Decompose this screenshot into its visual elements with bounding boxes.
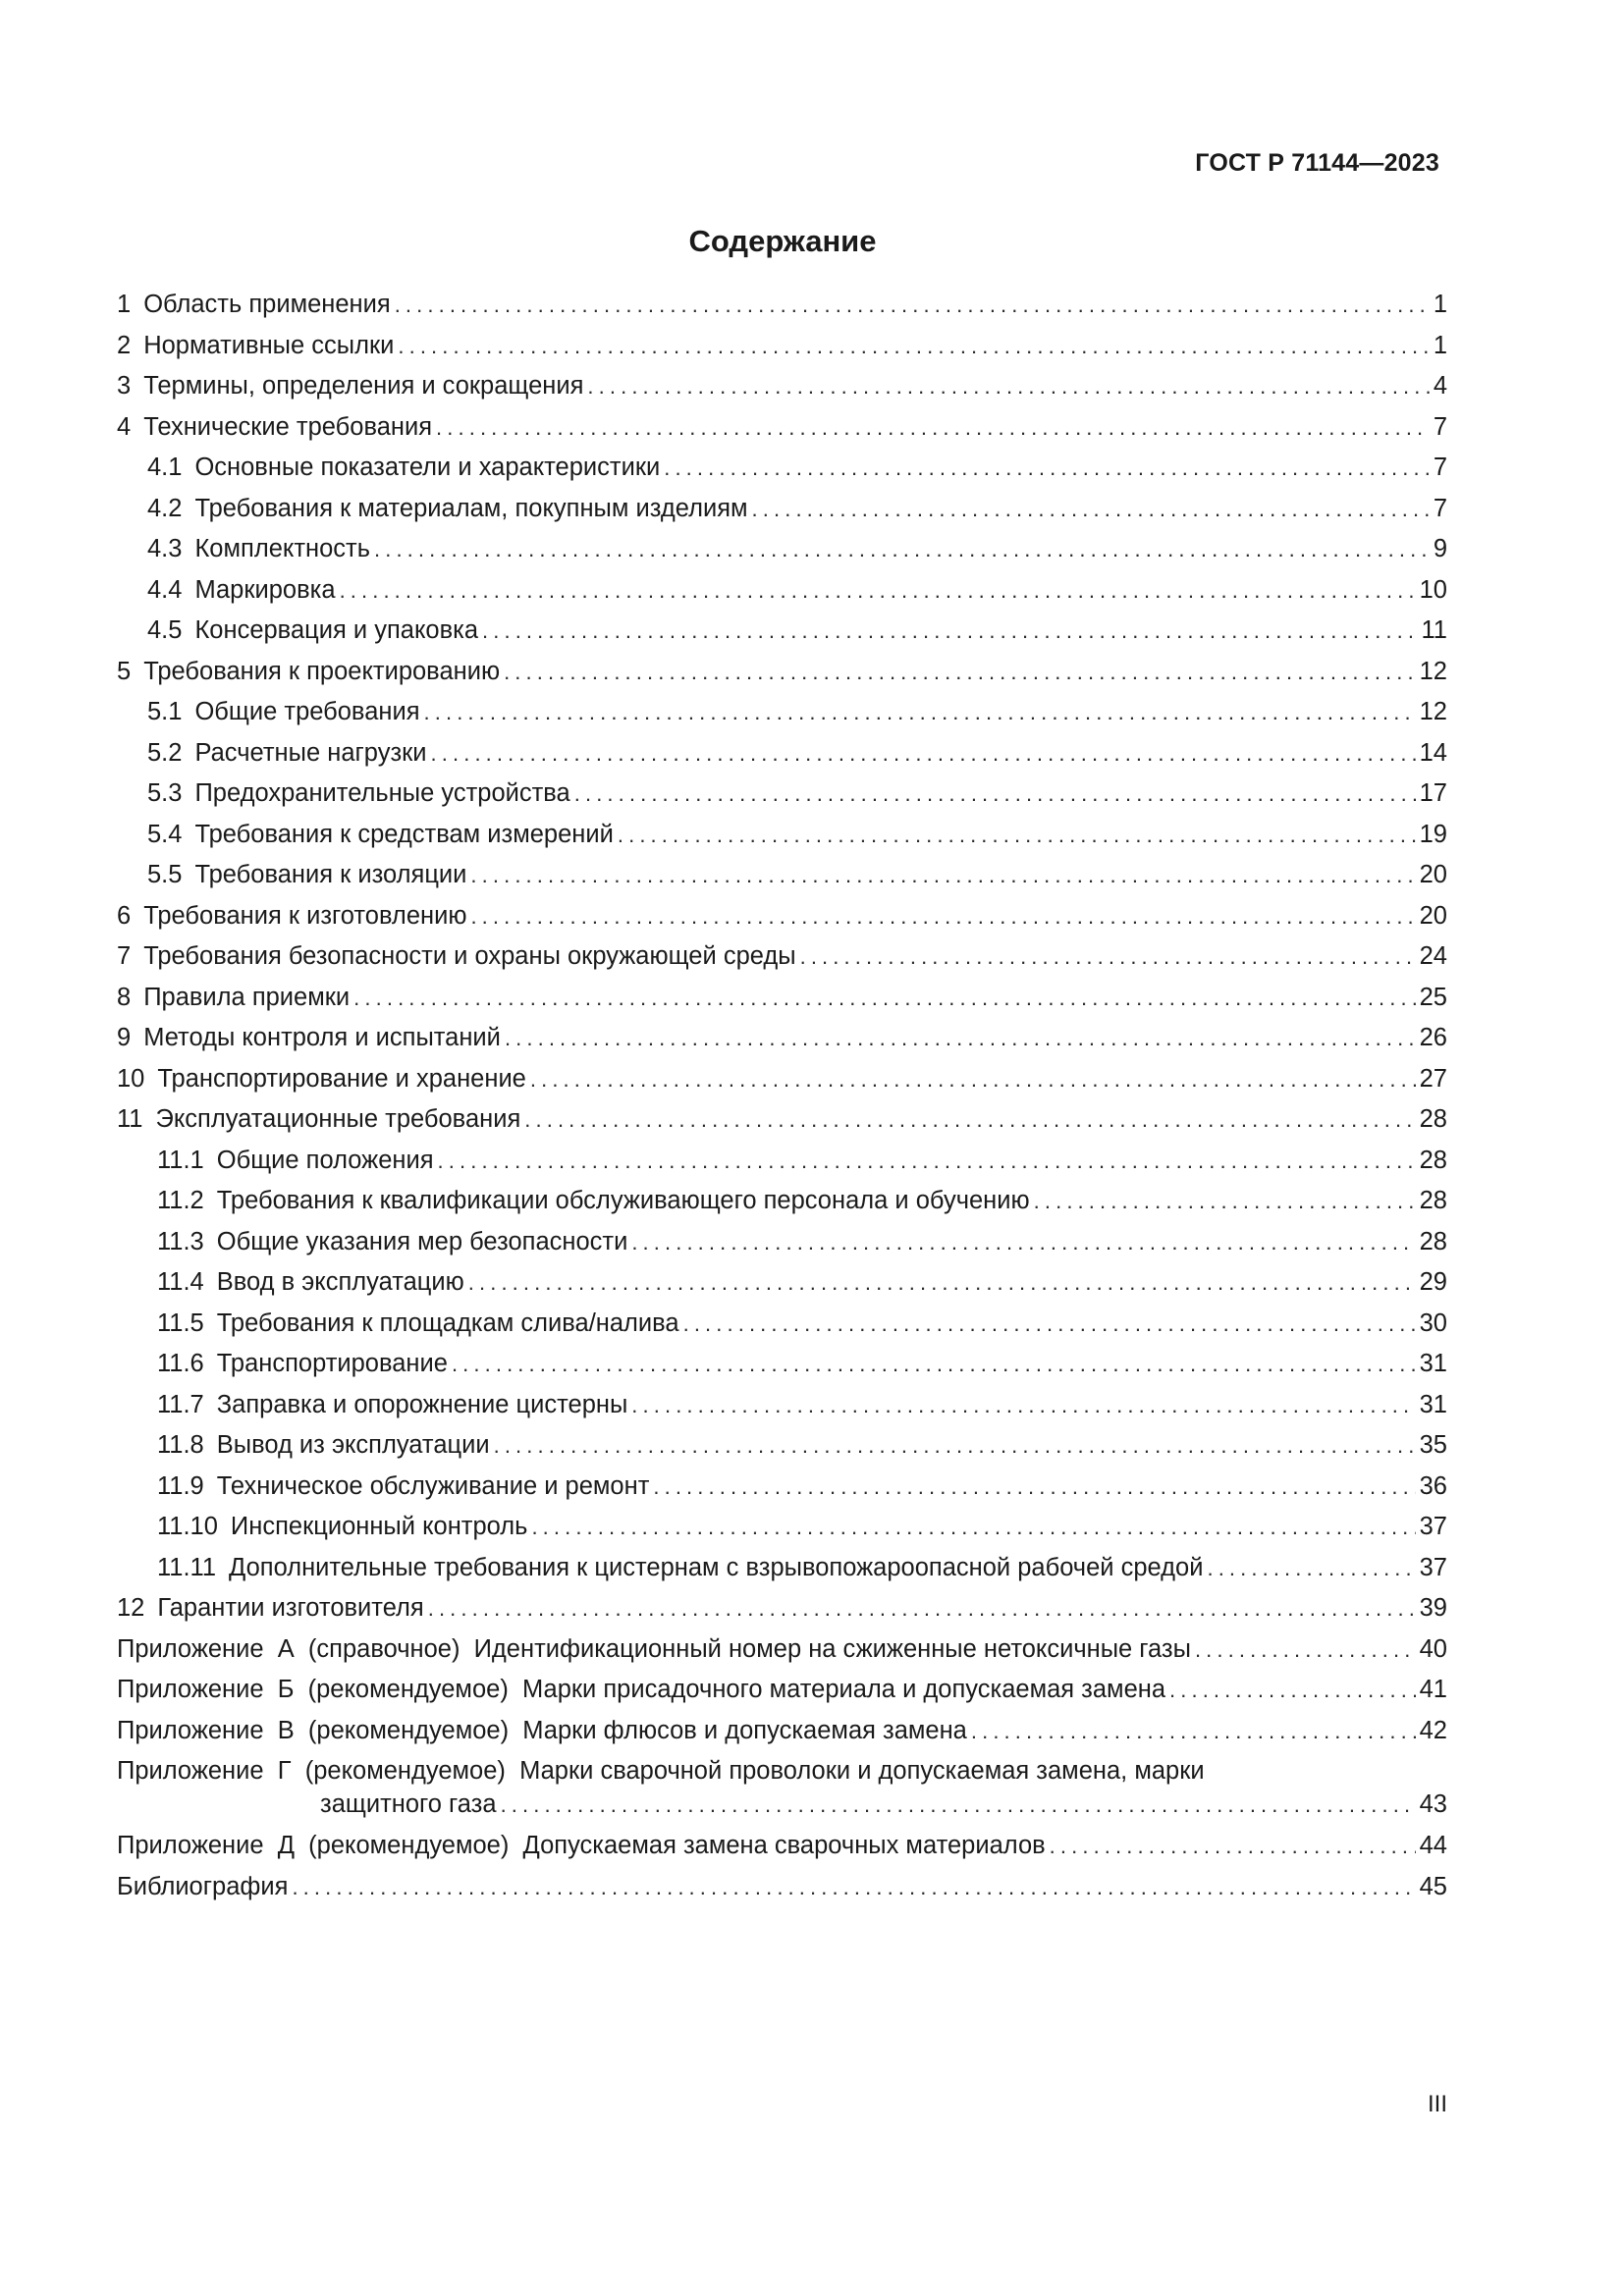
toc-entry[interactable] (117, 652, 1447, 693)
toc-entry-page: 7 (1433, 494, 1447, 522)
toc-appendix-page: 44 (1419, 1832, 1447, 1859)
dot-leader (428, 1588, 1416, 1629)
dot-leader (494, 1425, 1416, 1467)
dot-leader (1034, 1181, 1416, 1222)
toc-entry[interactable] (117, 1467, 1447, 1508)
toc-entry-title: Вывод из эксплуатации (216, 1431, 490, 1459)
toc-entry-page: 10 (1419, 575, 1447, 604)
toc-entry-title: Требования к проектированию (143, 657, 501, 685)
toc-appendix-entry[interactable] (117, 1826, 1447, 1867)
toc-entry-number: 5.2 (147, 738, 183, 767)
toc-entry[interactable] (117, 1425, 1447, 1467)
toc-entry-line (117, 652, 1447, 693)
toc-entry-title: Требования к изоляции (194, 861, 467, 888)
toc-entry-page: 28 (1419, 1105, 1447, 1133)
toc-appendix-page: 43 (1419, 1790, 1447, 1818)
toc-entry[interactable] (117, 570, 1447, 612)
toc-entry-title: Техническое обслуживание и ремонт (216, 1471, 650, 1500)
toc-entry-line (147, 529, 1447, 570)
toc-appendix-title-continuation: защитного газа (320, 1790, 497, 1818)
dot-leader (524, 1099, 1415, 1141)
toc-entry-number: 11.9 (157, 1471, 204, 1500)
toc-entry[interactable] (117, 1344, 1447, 1385)
toc-entry-line (117, 1018, 1447, 1059)
toc-entry-page: 35 (1419, 1431, 1447, 1459)
toc-appendix-title: Приложение Г (рекомендуемое) Марки сварочной проволоки и допускаемая замена, марки (117, 1757, 1205, 1785)
page-title: Содержание (688, 224, 877, 258)
dot-leader (436, 407, 1430, 449)
toc-entry-title: Расчетные нагрузки (194, 738, 427, 767)
toc-entry-number: 1 (117, 291, 132, 318)
toc-entry[interactable] (117, 692, 1447, 733)
toc-entry-number: 5.5 (147, 861, 183, 888)
toc-entry[interactable] (117, 774, 1447, 815)
toc-entry-page: 12 (1419, 657, 1447, 685)
toc-entry-number: 11.4 (157, 1268, 204, 1296)
toc-entry-title: Транспортирование (216, 1350, 448, 1377)
toc-entry-number: 3 (117, 372, 132, 400)
toc-entry-page: 24 (1419, 942, 1447, 970)
toc-entry-line (157, 1222, 1447, 1263)
toc-entry-page: 27 (1419, 1064, 1447, 1093)
toc-entry-line (117, 1588, 1447, 1629)
toc-entry-number: 7 (117, 942, 132, 970)
toc-entry[interactable] (117, 733, 1447, 774)
dot-leader (683, 1304, 1416, 1345)
toc-entry-number: 12 (117, 1594, 145, 1622)
toc-entry-title: Транспортирование и хранение (157, 1064, 526, 1093)
toc-entry-title: Предохранительные устройства (194, 779, 570, 807)
dot-leader (505, 1018, 1416, 1059)
dot-leader (752, 489, 1430, 530)
toc-entry-title: Требования к площадкам слива/налива (216, 1308, 679, 1337)
toc-entry[interactable] (117, 285, 1447, 326)
toc-entry-page: 31 (1419, 1350, 1447, 1377)
toc-entry[interactable] (117, 1507, 1447, 1548)
toc-entry-line (157, 1548, 1447, 1589)
dot-leader (631, 1385, 1415, 1426)
toc-entry-title: Методы контроля и испытаний (143, 1024, 501, 1051)
page-number: III (1427, 2091, 1447, 2117)
toc-entry[interactable] (117, 936, 1447, 978)
toc-entry-page: 20 (1419, 901, 1447, 930)
dot-leader (1169, 1670, 1416, 1711)
toc-entry-number: 4.5 (147, 616, 183, 644)
dot-leader (664, 448, 1430, 489)
toc-entry[interactable] (117, 1548, 1447, 1589)
toc-entry-number: 8 (117, 983, 132, 1011)
toc-entry-line (117, 285, 1447, 326)
toc-entry-number: 5.4 (147, 820, 183, 848)
toc-entry-line (147, 733, 1447, 774)
dot-leader (530, 1059, 1416, 1100)
dot-leader (424, 692, 1416, 733)
dot-leader (1050, 1826, 1416, 1867)
toc-entry-line (147, 774, 1447, 815)
dot-leader (1207, 1548, 1415, 1589)
toc-appendix-line (117, 1867, 1447, 1908)
toc-entry[interactable] (117, 1385, 1447, 1426)
toc-entry[interactable] (117, 1222, 1447, 1263)
dot-leader (468, 1262, 1416, 1304)
toc-entry-title: Требования к квалификации обслуживающего персонала и обучению (216, 1187, 1030, 1214)
toc-entry[interactable] (117, 1018, 1447, 1059)
toc-entry-line (147, 489, 1447, 530)
toc-entry-number: 4.1 (147, 454, 183, 481)
toc-appendices-list (117, 1629, 1447, 1908)
toc-entry-page: 14 (1419, 738, 1447, 767)
toc-entry-line (147, 692, 1447, 733)
toc-entry-title: Консервация и упаковка (194, 616, 479, 644)
toc-entry[interactable] (117, 407, 1447, 449)
toc-entry-title: Технические требования (143, 412, 433, 441)
toc-entry[interactable] (117, 1141, 1447, 1182)
toc-entry-line (157, 1181, 1447, 1222)
toc-appendix-entry[interactable] (117, 1867, 1447, 1908)
toc-entry-title: Комплектность (194, 535, 370, 562)
toc-entry-line (147, 448, 1447, 489)
toc-entry[interactable] (117, 1588, 1447, 1629)
toc-entry-title: Общие положения (216, 1146, 434, 1174)
toc-entry-page: 12 (1419, 698, 1447, 725)
toc-entry-title: Требования безопасности и охраны окружающей среды (143, 942, 796, 970)
toc-entry-number: 6 (117, 901, 132, 930)
toc-entry-page: 17 (1419, 779, 1447, 807)
toc-appendix-entry[interactable] (117, 1670, 1447, 1711)
toc-appendix-entry[interactable] (117, 1629, 1447, 1671)
document-code: ГОСТ Р 71144—2023 (1195, 149, 1439, 177)
toc-entry-number: 4.3 (147, 535, 183, 562)
dot-leader (531, 1507, 1415, 1548)
toc-entry[interactable] (117, 1181, 1447, 1222)
toc-entry-page: 25 (1419, 983, 1447, 1011)
toc-appendix-title: Приложение Б (рекомендуемое) Марки присадочного материала и допускаемая замена (117, 1676, 1166, 1703)
toc-entry-page: 28 (1419, 1187, 1447, 1214)
toc-entry[interactable] (117, 489, 1447, 530)
dot-leader (1195, 1629, 1416, 1671)
toc-entry[interactable] (117, 1099, 1447, 1141)
dot-leader (431, 733, 1416, 774)
toc-appendix-line (117, 1670, 1447, 1711)
dot-leader (971, 1711, 1416, 1752)
dot-leader (470, 855, 1415, 896)
toc-entry-number: 5.1 (147, 698, 183, 725)
toc-entry-line (157, 1141, 1447, 1182)
dot-leader (574, 774, 1416, 815)
toc-entry[interactable] (117, 1304, 1447, 1345)
dot-leader (501, 1785, 1416, 1826)
toc-entry-page: 28 (1419, 1146, 1447, 1174)
toc-entry[interactable] (117, 529, 1447, 570)
toc-entry-number: 5.3 (147, 779, 183, 807)
toc-entry-line (157, 1304, 1447, 1345)
dot-leader (340, 570, 1416, 612)
toc-entry-line (157, 1467, 1447, 1508)
toc-appendix-page: 40 (1419, 1634, 1447, 1663)
dot-leader (587, 366, 1429, 407)
toc-appendix-title: Приложение А (справочное) Идентификационный номер на сжиженные нетоксичные газы (117, 1634, 1191, 1663)
toc-entry[interactable] (117, 611, 1447, 652)
toc-entry-line (147, 855, 1447, 896)
toc-entry-page: 20 (1419, 861, 1447, 888)
toc-entry-number: 11.10 (157, 1513, 218, 1540)
toc-entry[interactable] (117, 815, 1447, 856)
toc-entry-line (157, 1425, 1447, 1467)
toc-entry-number: 4.2 (147, 494, 183, 522)
dot-leader (618, 815, 1416, 856)
toc-entry-number: 11.11 (157, 1553, 217, 1581)
toc-entry-number: 11.5 (157, 1308, 204, 1337)
toc-entry-number: 11.6 (157, 1350, 204, 1377)
toc-entry-number: 2 (117, 331, 132, 359)
toc-entry-line (117, 1099, 1447, 1141)
toc-entry-title: Нормативные ссылки (143, 331, 395, 359)
toc-entry-number: 4 (117, 412, 132, 441)
toc-appendix-line (117, 1629, 1447, 1671)
toc-entry-number: 5 (117, 657, 132, 685)
dot-leader (631, 1222, 1415, 1263)
dot-leader (452, 1344, 1416, 1385)
toc-entry-page: 37 (1419, 1513, 1447, 1540)
dot-leader (398, 326, 1429, 367)
toc-entry-line (117, 936, 1447, 978)
toc-appendix-entry[interactable] (117, 1751, 1447, 1826)
toc-entry-title: Ввод в эксплуатацию (216, 1268, 464, 1296)
toc-entry-title: Требования к изготовлению (143, 901, 467, 930)
table-of-contents (117, 285, 1447, 1907)
toc-entry-page: 31 (1419, 1390, 1447, 1418)
dot-leader (653, 1467, 1415, 1508)
toc-entry-page: 29 (1419, 1268, 1447, 1296)
toc-entry-title: Общие требования (194, 698, 420, 725)
toc-entry-page: 7 (1433, 454, 1447, 481)
toc-entry-page: 1 (1433, 291, 1447, 318)
toc-entry-title: Требования к средствам измерений (194, 820, 614, 848)
toc-entry-title: Термины, определения и сокращения (143, 372, 584, 400)
toc-entry-page: 28 (1419, 1227, 1447, 1255)
dot-leader (292, 1867, 1415, 1908)
toc-appendix-page: 42 (1419, 1716, 1447, 1744)
toc-entry-line (147, 570, 1447, 612)
toc-entry-title: Дополнительные требования к цистернам с взрывопожароопасной рабочей средой (229, 1553, 1204, 1581)
toc-entry-line (157, 1262, 1447, 1304)
toc-entry-number: 11.7 (157, 1390, 204, 1418)
toc-entry-title: Общие указания мер безопасности (216, 1227, 628, 1255)
toc-entry-line (147, 611, 1447, 652)
toc-entry-number: 4.4 (147, 575, 183, 604)
dot-leader (395, 285, 1430, 326)
toc-appendix-entry[interactable] (117, 1711, 1447, 1752)
toc-entry-number: 11.8 (157, 1431, 204, 1459)
toc-entry-page: 4 (1433, 372, 1447, 400)
toc-entry-title: Эксплуатационные требования (155, 1105, 521, 1133)
toc-entry-number: 9 (117, 1024, 132, 1051)
toc-entry-line (157, 1507, 1447, 1548)
toc-entry-number: 11.1 (157, 1146, 204, 1174)
toc-entry-page: 11 (1421, 616, 1447, 644)
toc-entry[interactable] (117, 1059, 1447, 1100)
toc-appendix-line (117, 1826, 1447, 1867)
dot-leader (482, 611, 1418, 652)
dot-leader (800, 936, 1416, 978)
toc-entry-line (157, 1385, 1447, 1426)
toc-entry-title: Заправка и опорожнение цистерны (216, 1390, 628, 1418)
toc-entry-page: 30 (1419, 1308, 1447, 1337)
toc-entry-title: Требования к материалам, покупным изделиям (194, 494, 748, 522)
toc-appendix-title: Приложение В (рекомендуемое) Марки флюсов и допускаемая замена (117, 1716, 967, 1744)
toc-entry-number: 11 (117, 1105, 143, 1133)
dot-leader (470, 896, 1415, 937)
toc-appendix-line (117, 1711, 1447, 1752)
toc-entry-line (117, 1059, 1447, 1100)
dot-leader (353, 978, 1415, 1019)
toc-appendix-line (117, 1785, 1447, 1826)
toc-entries-list (117, 285, 1447, 1629)
toc-entry-title: Гарантии изготовителя (157, 1594, 424, 1622)
dot-leader (374, 529, 1430, 570)
toc-entry-line (117, 896, 1447, 937)
toc-entry[interactable] (117, 896, 1447, 937)
toc-entry[interactable] (117, 448, 1447, 489)
toc-entry-line (117, 366, 1447, 407)
toc-entry-line (117, 407, 1447, 449)
dot-leader (504, 652, 1416, 693)
toc-entry-line (117, 978, 1447, 1019)
toc-entry-page: 37 (1419, 1553, 1447, 1581)
toc-entry[interactable] (117, 366, 1447, 407)
toc-entry[interactable] (117, 978, 1447, 1019)
toc-entry-title: Маркировка (194, 575, 336, 604)
toc-entry-page: 9 (1433, 535, 1447, 562)
toc-entry-number: 10 (117, 1064, 145, 1093)
toc-entry-page: 36 (1419, 1471, 1447, 1500)
toc-entry-page: 26 (1419, 1024, 1447, 1051)
toc-entry-number: 11.3 (157, 1227, 204, 1255)
toc-entry-line (117, 326, 1447, 367)
toc-entry-number: 11.2 (157, 1187, 204, 1214)
toc-entry-line (157, 1344, 1447, 1385)
toc-entry-page: 19 (1419, 820, 1447, 848)
toc-entry[interactable] (117, 855, 1447, 896)
toc-entry-page: 7 (1433, 412, 1447, 441)
toc-entry-title: Правила приемки (143, 983, 351, 1011)
toc-appendix-page: 41 (1419, 1676, 1447, 1703)
toc-appendix-title: Приложение Д (рекомендуемое) Допускаемая замена сварочных материалов (117, 1832, 1046, 1859)
toc-entry-line (147, 815, 1447, 856)
dot-leader (438, 1141, 1416, 1182)
toc-appendix-page: 45 (1419, 1872, 1447, 1900)
toc-entry-title: Область применения (143, 291, 391, 318)
toc-entry[interactable] (117, 326, 1447, 367)
toc-entry[interactable] (117, 1262, 1447, 1304)
toc-entry-page: 1 (1433, 331, 1447, 359)
toc-appendix-title: Библиография (117, 1872, 289, 1900)
toc-entry-title: Инспекционный контроль (230, 1513, 528, 1540)
toc-entry-page: 39 (1419, 1594, 1447, 1622)
toc-entry-title: Основные показатели и характеристики (194, 454, 661, 481)
